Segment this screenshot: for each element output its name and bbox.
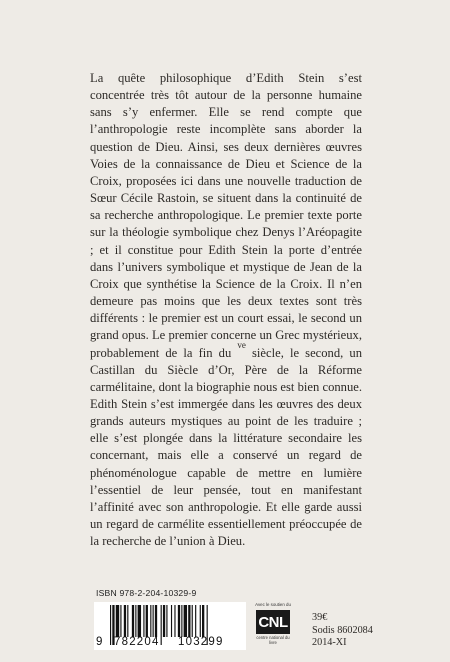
- ean-barcode: [94, 602, 246, 650]
- barcode-lead-digit: 9: [96, 636, 104, 648]
- barcode-bar: [178, 605, 180, 637]
- barcode-bar: [146, 605, 148, 637]
- barcode-bar: [135, 605, 136, 637]
- blurb-text: La quête philosophique d’Edith Stein s’est concentrée très tôt autour de la personne humaine sans s’y enfermer. Elle se rend compte que l’anthropologie reste incomplète sans aborder la question de Dieu. Ainsi, ses deux dernières œuvres Voies de la connaissance de Dieu et Science de la Croix, proposées ici dans une nouvelle traduction de Sœur Cécile Rastoin, se situent dans la continuité de sa recherche anthropologique. Le premier texte porte sur la théologie symbolique chez Denys l’Aréopagite ; et il constitue pour Edith Stein la porte d’entrée dans l’univers symbolique et mystique de Jean de la Croix que synthétise la Science de la Croix. Il n’en demeure pas moins que les deux textes sont très différents : le premier est un court essai, le second un grand opus. Le premier concerne un Grec mystérieux, probablement de la fin du: [90, 71, 362, 360]
- distributor-code: Sodis 8602084: [312, 624, 373, 636]
- barcode-bar: [116, 605, 119, 637]
- barcode-digits: [94, 636, 246, 650]
- barcode-bar: [181, 605, 182, 637]
- barcode-bar: [195, 605, 196, 637]
- cnl-subtitle: centre national du livre: [256, 635, 290, 645]
- barcode-bar: [184, 605, 187, 637]
- cnl-caption: Avec le soutien du: [255, 602, 291, 607]
- price: 39€: [312, 612, 328, 623]
- back-cover-blurb: [90, 70, 362, 550]
- barcode-bar: [163, 605, 165, 637]
- barcode-bar: [188, 605, 190, 637]
- barcode-bar: [153, 605, 154, 637]
- barcode-bar: [138, 605, 141, 637]
- barcode-bar: [192, 605, 193, 637]
- barcode-bar: [143, 605, 144, 637]
- barcode-bar: [150, 605, 151, 637]
- barcode-bar: [132, 605, 134, 637]
- barcode-bar: [155, 605, 157, 637]
- barcode-bar: [171, 605, 172, 637]
- blurb-text-end: siècle, le second, un Castillan du Siècle d’Or, Père de la Réforme carmélitaine, dont la biographie nous est bien connue. Edith Stein s’est immergée dans les œuvres des deux grands auteurs mystiques au point de les traduire ; elle s’est plongée dans la littérature secondaire les concernant, mais elle a conservé un regard de phénoménologue capable de mettre en lumière l’essentiel de leur pensée, tout en manifestant l’affinité avec son anthropologie. Et elle garde aussi un regard de carmélite essentiellement préoccupée de la recherche de l’union à Dieu.: [90, 345, 363, 549]
- barcode-bar: [174, 605, 175, 637]
- edition-code: 2014-XI: [312, 637, 347, 648]
- barcode-bar: [124, 605, 126, 637]
- barcode-bar: [202, 605, 204, 637]
- price-block: [312, 612, 373, 650]
- cnl-logo: [252, 602, 294, 646]
- barcode-bar: [200, 605, 201, 637]
- barcode-digit-group-right: 103299: [178, 636, 224, 648]
- barcode-bar: [166, 605, 167, 637]
- cnl-mark: CNL: [256, 610, 290, 634]
- barcode-bar: [120, 605, 121, 637]
- isbn-number: ISBN 978-2-204-10329-9: [96, 588, 197, 598]
- barcode-digit-group-left: 782204: [114, 636, 160, 648]
- barcode-bar: [127, 605, 128, 637]
- century-numeral: ve: [237, 339, 246, 350]
